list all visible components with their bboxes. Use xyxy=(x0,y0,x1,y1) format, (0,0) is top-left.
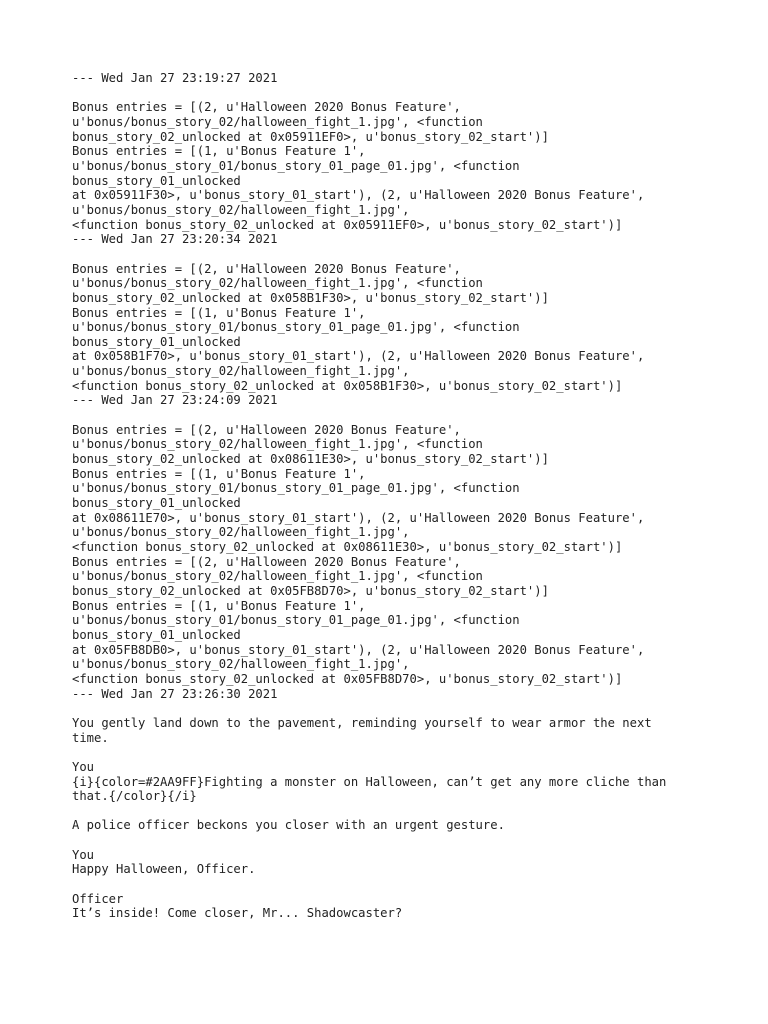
text-line: Bonus entries = [(1, u'Bonus Feature 1', xyxy=(72,144,366,159)
text-line: Bonus entries = [(2, u'Halloween 2020 Bonus Feature', xyxy=(72,554,461,569)
text-line: <function bonus_story_02_unlocked at 0x08611E30>, u'bonus_story_02_start')] xyxy=(72,540,623,554)
text-line: u'bonus/bonus_story_01/bonus_story_01_page_01.jpg', <function xyxy=(72,320,520,335)
text-line: bonus_story_01_unlocked xyxy=(72,334,241,349)
text-line: u'bonus/bonus_story_02/halloween_fight_1.jpg', xyxy=(72,202,410,217)
text-line: u'bonus/bonus_story_02/halloween_fight_1.jpg', <function xyxy=(72,114,483,129)
text-line: u'bonus/bonus_story_02/halloween_fight_1.jpg', <function xyxy=(72,276,483,291)
text-line: Bonus entries = [(1, u'Bonus Feature 1', xyxy=(72,598,366,613)
text-line: Bonus entries = [(2, u'Halloween 2020 Bonus Feature', xyxy=(72,261,461,276)
log-text-block xyxy=(72,71,748,921)
text-line: --- Wed Jan 27 23:24:09 2021 xyxy=(72,393,278,408)
text-line: u'bonus/bonus_story_02/halloween_fight_1.jpg', <function xyxy=(72,569,483,584)
text-line: bonus_story_01_unlocked xyxy=(72,173,241,188)
text-line: <function bonus_story_02_unlocked at 0x058B1F30>, u'bonus_story_02_start')] xyxy=(72,378,623,393)
text-line: Happy Halloween, Officer. xyxy=(72,862,256,877)
text-line: Bonus entries = [(2, u'Halloween 2020 Bonus Feature', xyxy=(72,422,461,437)
text-line: Bonus entries = [(1, u'Bonus Feature 1', xyxy=(72,466,366,481)
text-line: u'bonus/bonus_story_01/bonus_story_01_page_01.jpg', <function xyxy=(72,481,520,496)
text-line: bonus_story_02_unlocked at 0x058B1F30>, u'bonus_story_02_start')] xyxy=(72,290,549,305)
text-line: You xyxy=(72,847,95,862)
text-line: --- Wed Jan 27 23:20:34 2021 xyxy=(72,232,278,247)
text-line: <function bonus_story_02_unlocked at 0x05911EF0>, u'bonus_story_02_start')] xyxy=(72,217,623,232)
text-line: u'bonus/bonus_story_01/bonus_story_01_page_01.jpg', <function xyxy=(72,158,520,173)
text-line: --- Wed Jan 27 23:19:27 2021 xyxy=(72,71,278,85)
text-line: bonus_story_02_unlocked at 0x05911EF0>, u'bonus_story_02_start')] xyxy=(72,129,549,144)
text-line: bonus_story_01_unlocked xyxy=(72,496,241,511)
text-line: at 0x058B1F70>, u'bonus_story_01_start'), (2, u'Halloween 2020 Bonus Feature', xyxy=(72,349,645,364)
text-line: A police officer beckons you closer with an urgent gesture. xyxy=(72,818,505,833)
text-line: Officer xyxy=(72,891,124,906)
text-line: u'bonus/bonus_story_02/halloween_fight_1.jpg', xyxy=(72,364,410,379)
text-line: u'bonus/bonus_story_02/halloween_fight_1.jpg', xyxy=(72,525,410,540)
text-line: <function bonus_story_02_unlocked at 0x05FB8D70>, u'bonus_story_02_start')] xyxy=(72,671,623,686)
text-line: at 0x08611E70>, u'bonus_story_01_start'), (2, u'Halloween 2020 Bonus Feature', xyxy=(72,510,645,525)
text-line: time. xyxy=(72,730,109,745)
text-line: bonus_story_02_unlocked at 0x05FB8D70>, u'bonus_story_02_start')] xyxy=(72,583,549,598)
text-line: that.{/color}{/i} xyxy=(72,789,197,804)
text-line: bonus_story_01_unlocked xyxy=(72,627,241,642)
text-line: You xyxy=(72,759,95,774)
text-line: u'bonus/bonus_story_02/halloween_fight_1.jpg', xyxy=(72,657,410,672)
text-line: u'bonus/bonus_story_01/bonus_story_01_page_01.jpg', <function xyxy=(72,613,520,628)
text-line: u'bonus/bonus_story_02/halloween_fight_1.jpg', <function xyxy=(72,437,483,452)
text-line: --- Wed Jan 27 23:26:30 2021 xyxy=(72,686,278,701)
text-line: bonus_story_02_unlocked at 0x08611E30>, u'bonus_story_02_start')] xyxy=(72,452,549,467)
text-line: You gently land down to the pavement, reminding yourself to wear armor the next xyxy=(72,715,652,730)
text-line: {i}{color=#2AA9FF}Fighting a monster on Halloween, can’t get any more cliche than xyxy=(72,774,667,789)
text-line: at 0x05FB8DB0>, u'bonus_story_01_start'), (2, u'Halloween 2020 Bonus Feature', xyxy=(72,642,645,657)
text-line: It’s inside! Come closer, Mr... Shadowcaster? xyxy=(72,906,403,921)
text-line: Bonus entries = [(1, u'Bonus Feature 1', xyxy=(72,305,366,320)
text-line: Bonus entries = [(2, u'Halloween 2020 Bonus Feature', xyxy=(72,100,461,115)
text-line: at 0x05911F30>, u'bonus_story_01_start'), (2, u'Halloween 2020 Bonus Feature', xyxy=(72,188,645,203)
